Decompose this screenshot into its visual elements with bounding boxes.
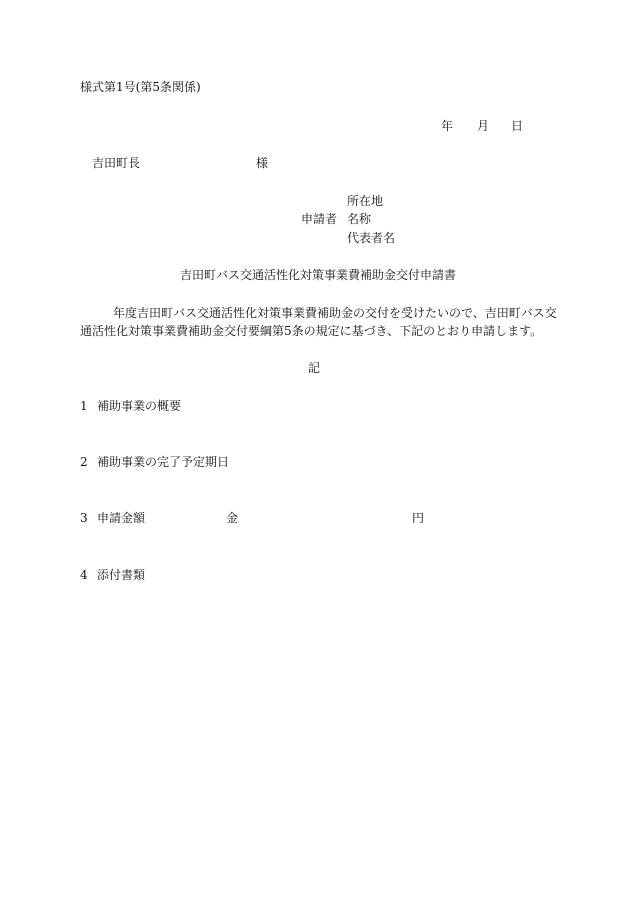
date-day-label: 日 (511, 119, 524, 133)
addressee-honorific: 様 (256, 156, 269, 170)
list-item-label: 添付書類 (97, 568, 146, 582)
list-item-number: 4 (80, 568, 88, 582)
list-item-completion-date (80, 456, 229, 468)
applicant-representative-label: 代表者名 (347, 231, 396, 245)
form-number-label: 様式第1号(第5条関係) (80, 80, 201, 94)
list-item-number: 3 (80, 511, 88, 525)
applicant-name-label: 名称 (347, 212, 372, 226)
list-item-label: 補助事業の完了予定期日 (97, 455, 230, 469)
list-item-attachments (80, 569, 145, 581)
applicant-label: 申請者 (301, 212, 338, 226)
addressee-name: 吉田町長 (92, 156, 141, 170)
body-text-line-1: 年度吉田町バス交通活性化対策事業費補助金の交付を受けたいので、吉田町バス交 (113, 306, 557, 320)
amount-suffix: 円 (412, 511, 425, 525)
document-title: 吉田町バス交通活性化対策事業費補助金交付申請書 (180, 268, 457, 282)
list-item-label: 補助事業の概要 (97, 399, 182, 413)
body-text-line-2: 通活性化対策事業費補助金交付要綱第5条の規定に基づき、下記のとおり申請します。 (80, 324, 543, 338)
list-item-overview (80, 400, 181, 412)
ki-heading: 記 (308, 361, 321, 375)
amount-prefix: 金 (226, 511, 239, 525)
list-item-amount (80, 512, 145, 524)
list-item-number: 1 (80, 399, 88, 413)
date-month-label: 月 (477, 119, 490, 133)
applicant-address-label: 所在地 (347, 194, 384, 208)
list-item-label: 申請金額 (97, 511, 146, 525)
date-year-label: 年 (441, 119, 454, 133)
list-item-number: 2 (80, 455, 88, 469)
